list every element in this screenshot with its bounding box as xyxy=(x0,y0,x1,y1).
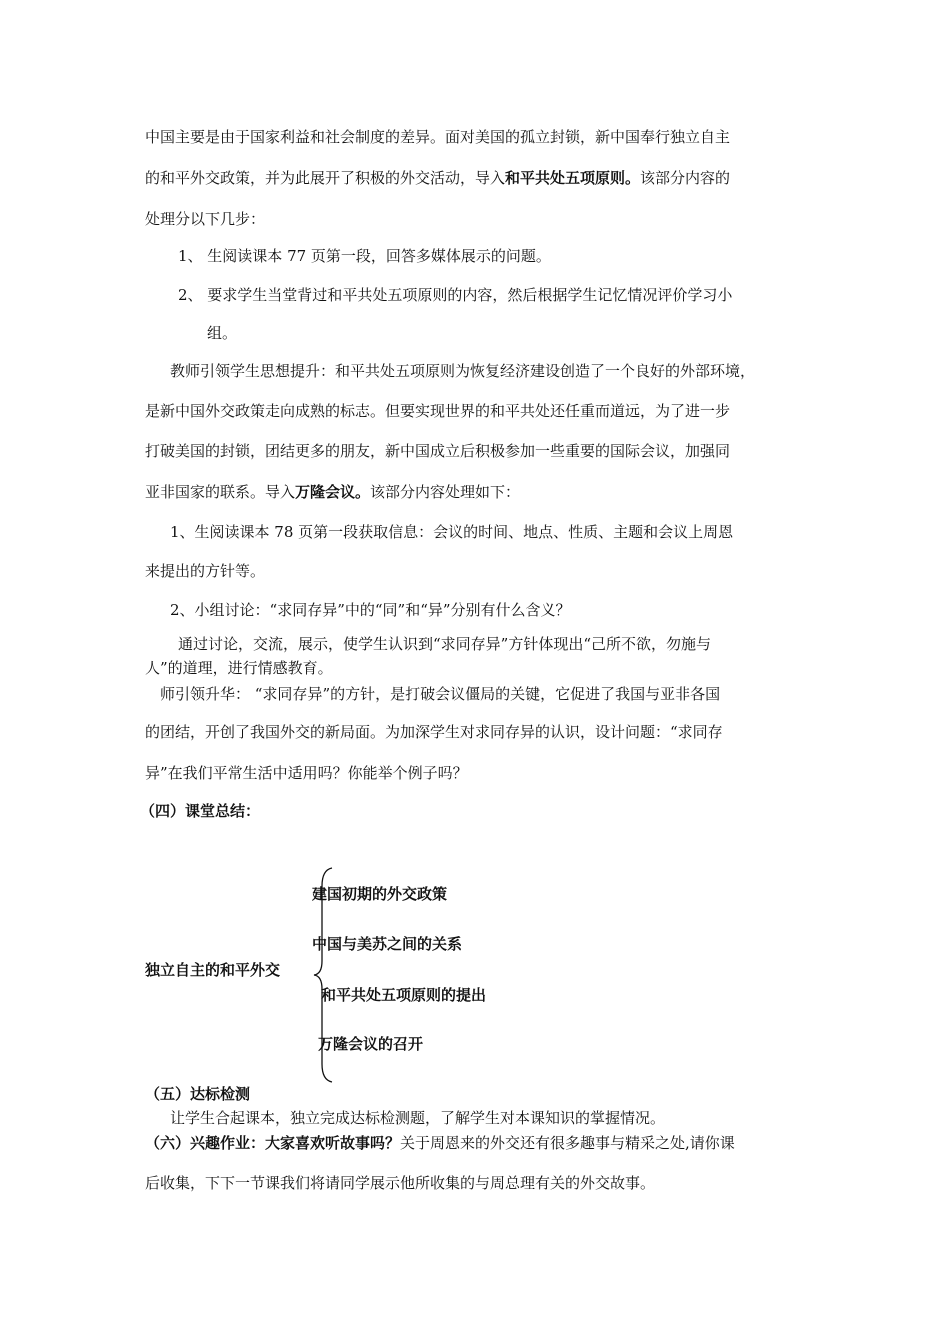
summary-root: 独立自主的和平外交 xyxy=(145,961,281,979)
para-line: 教师引领学生思想提升：和平共处五项原则为恢复经济建设创造了一个良好的外部环境， xyxy=(170,362,756,380)
step-2: 2、 要求学生当堂背过和平共处五项原则的内容，然后根据学生记忆情况评价学习小 xyxy=(178,286,733,304)
text-run: 该部分内容处理如下： xyxy=(370,483,521,501)
para-line: 处理分以下几步： xyxy=(145,210,266,228)
summary-item: 和平共处五项原则的提出 xyxy=(321,986,487,1004)
step-2-cont: 组。 xyxy=(207,324,238,342)
para-line: 通过讨论，交流，展示，使学生认识到“求同存异”方针体现出“己所不欲，勿施与 xyxy=(178,635,712,653)
text-run: 该部分内容的 xyxy=(640,169,731,187)
summary-item: 建国初期的外交政策 xyxy=(312,885,448,903)
para-line: 打破美国的封锁，团结更多的朋友，新中国成立后积极参加一些重要的国际会议，加强同 xyxy=(145,442,731,460)
para-line: 师引领升华： “求同存异”的方针，是打破会议僵局的关键，它促进了我国与亚非各国 xyxy=(160,685,721,703)
para-line: 的团结，开创了我国外交的新局面。为加深学生对求同存异的认识，设计问题：“求同存 xyxy=(145,723,723,741)
para-line: 异”在我们平常生活中适用吗？你能举个例子吗？ xyxy=(145,764,468,782)
step-1: 1、生阅读课本 78 页第一段获取信息：会议的时间、地点、性质、主题和会议上周恩 xyxy=(170,523,734,541)
para-line: 让学生合起课本，独立完成达标检测题，了解学生对本课知识的掌握情况。 xyxy=(170,1109,666,1127)
text-run: 的和平外交政策，并为此展开了积极的外交活动，导入 xyxy=(145,169,506,187)
summary-item: 万隆会议的召开 xyxy=(318,1035,424,1053)
section-heading: （六）兴趣作业：大家喜欢听故事吗？ xyxy=(145,1134,401,1152)
text-run: 关于周恩来的外交还有很多趣事与精采之处,请你课 xyxy=(400,1134,735,1152)
para-line: 后收集，下下一节课我们将请同学展示他所收集的与周总理有关的外交故事。 xyxy=(145,1174,656,1192)
step-1: 1、 生阅读课本 77 页第一段，回答多媒体展示的问题。 xyxy=(178,247,551,265)
para-line: 人”的道理，进行情感教育。 xyxy=(145,659,333,677)
para-line xyxy=(145,482,520,502)
para-line: 是新中国外交政策走向成熟的标志。但要实现世界的和平共处还任重而道远，为了进一步 xyxy=(145,402,731,420)
key-term: 和平共处五项原则。 xyxy=(505,169,641,187)
para-line xyxy=(145,168,730,188)
para-line: 中国主要是由于国家利益和社会制度的差异。面对美国的孤立封锁，新中国奉行独立自主 xyxy=(145,128,731,146)
section-heading: （四）课堂总结： xyxy=(140,802,261,820)
step-1-cont: 来提出的方针等。 xyxy=(145,562,266,580)
step-2: 2、小组讨论：“求同存异”中的“同”和“异”分别有什么含义？ xyxy=(170,601,571,619)
key-term: 万隆会议。 xyxy=(295,483,371,501)
section-heading: （五）达标检测 xyxy=(145,1085,251,1103)
text-run: 亚非国家的联系。导入 xyxy=(145,483,296,501)
para-line xyxy=(145,1133,735,1153)
summary-item: 中国与美苏之间的关系 xyxy=(312,935,463,953)
